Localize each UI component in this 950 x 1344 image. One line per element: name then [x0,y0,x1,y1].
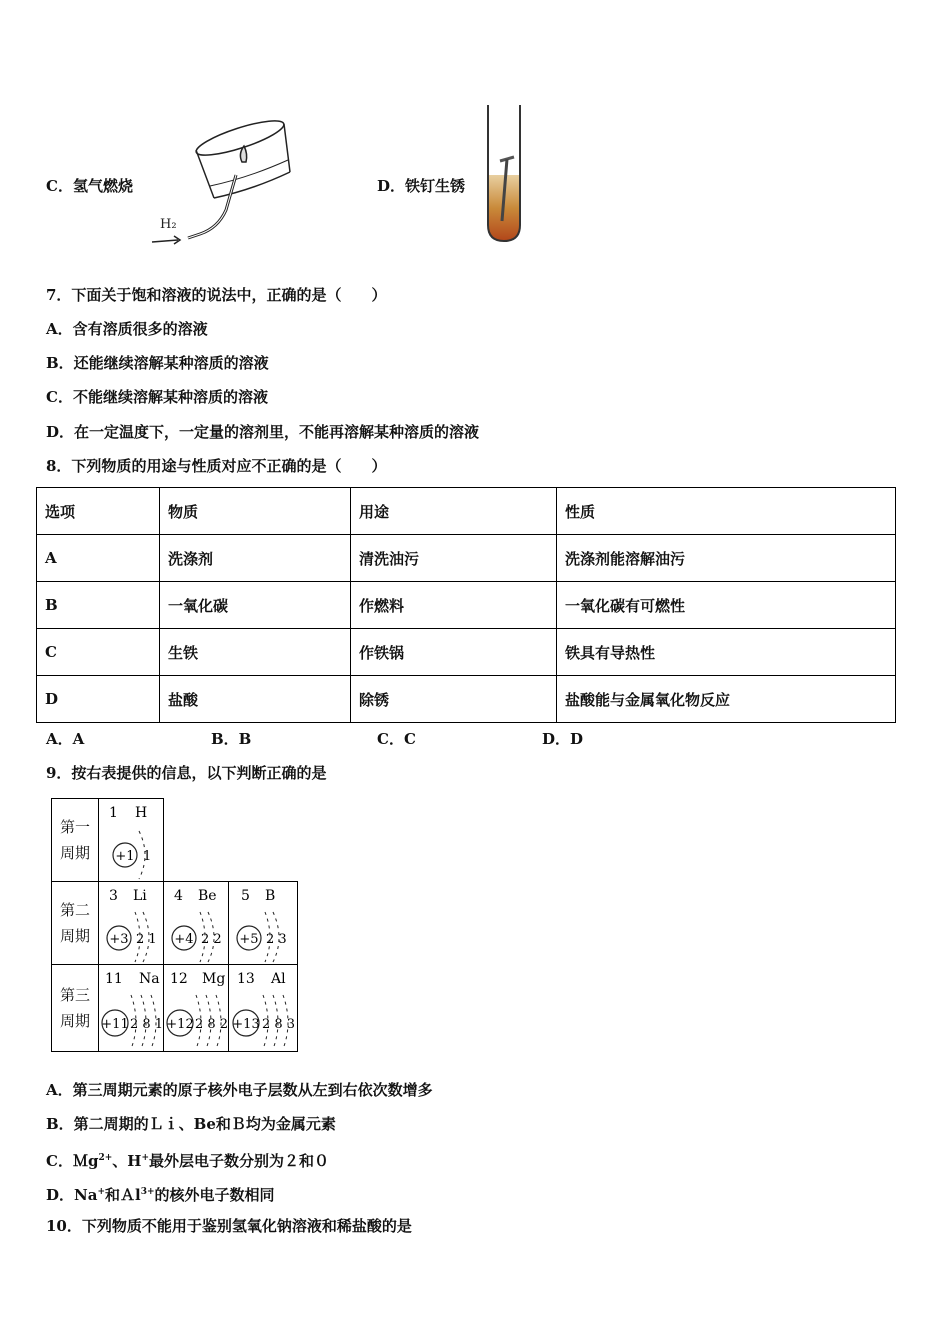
nucleus-charge: +12 [166,1017,194,1032]
table-cell: B [37,582,160,629]
period-label-line: 周期 [59,1012,90,1030]
element-cell-b [229,882,298,965]
element-cell-h [99,799,164,882]
element-symbol: Be [198,888,217,904]
shell-electrons: 2 8 1 [130,1017,163,1032]
atom-structure-diagram [229,965,297,1051]
element-symbol: H [135,805,148,821]
table-header-row [37,488,896,535]
shell-electrons: 2 8 2 [195,1017,228,1032]
q9-option-d [46,1182,275,1205]
q8-table [36,487,896,723]
table-row [37,582,896,629]
element-cell-al [229,965,298,1052]
superscript: 2+ [98,1153,113,1163]
shell-electrons: 2 8 3 [262,1017,296,1032]
table-row [37,629,896,676]
element-cell-li [99,882,164,965]
element-symbol: Li [133,888,147,904]
superscript: + [141,1153,149,1163]
q10-stem: 10．下列物质不能用于鉴别氢氧化钠溶液和稀盐酸的是 [46,1217,412,1235]
table-cell: 洗涤剂能溶解油污 [557,535,896,582]
table-cell: 一氧化碳 [160,582,351,629]
nucleus-charge: +5 [239,932,259,947]
element-symbol: B [265,888,276,904]
atom-structure-diagram [99,799,163,881]
atomic-number: 11 [105,971,123,987]
q7-option-d: D．在一定温度下，一定量的溶剂里，不能再溶解某种溶质的溶液 [46,423,480,441]
period-label-line: 第二 [59,901,90,919]
text-run: 和Ａl [105,1186,141,1204]
atomic-number: 5 [241,888,250,904]
shell-electrons: 2 1 [136,932,157,947]
nucleus-charge: +13 [232,1017,260,1032]
q8-choice-d: D．D [542,730,584,748]
iron-nail-test-tube-illustration [480,103,530,245]
h2-label: H₂ [160,217,177,232]
nucleus-charge: +1 [115,849,135,864]
element-cell-na [99,965,164,1052]
q9-stem: 9．按右表提供的信息，以下判断正确的是 [46,764,327,782]
period-label-line: 第一 [59,818,90,836]
period-label [52,882,99,965]
element-symbol: Na [139,971,160,987]
atom-structure-diagram [229,882,297,964]
atomic-number: 12 [170,971,188,987]
atomic-number: 3 [109,888,118,904]
q8-choice-a: A．A [46,730,85,748]
element-cell-be [164,882,229,965]
atom-structure-diagram [99,965,163,1051]
period-label-line: 周期 [59,844,90,862]
text-run: 最外层电子数分别为２和０ [148,1152,329,1170]
table-cell: 清洗油污 [351,535,557,582]
q9-option-a: A．第三周期元素的原子核外电子层数从左到右依次数增多 [46,1081,433,1099]
table-cell: 作燃料 [351,582,557,629]
atomic-number: 13 [237,971,255,987]
table-cell: 铁具有导热性 [557,629,896,676]
superscript: 3+ [140,1187,155,1197]
table-cell: 盐酸 [160,676,351,723]
shell-electrons: 2 2 [201,932,222,947]
element-symbol: Mg [202,971,226,987]
nucleus-charge: +11 [101,1017,129,1032]
table-cell: 盐酸能与金属氧化物反应 [557,676,896,723]
table-row [37,535,896,582]
atom-structure-diagram [164,882,228,964]
hydrogen-burning-apparatus-illustration [148,120,298,250]
q8-choice-c: C．C [377,730,416,748]
text-run: 、H [112,1152,142,1170]
q7-option-c: C．不能继续溶解某种溶质的溶液 [46,388,268,406]
period-label-line: 第三 [59,986,90,1004]
option-d-iron-nail-rusting: D．铁钉生锈 [377,177,466,195]
atomic-number: 4 [174,888,183,904]
atom-structure-diagram [99,882,163,964]
table-cell: C [37,629,160,676]
shell-electrons: 1 [143,849,152,864]
atomic-number: 1 [109,805,118,821]
superscript: + [97,1187,105,1197]
nucleus-charge: +3 [109,932,129,947]
periodic-table-excerpt [51,798,298,1052]
table-header-cell: 选项 [37,488,160,535]
q9-option-c [46,1148,329,1171]
q7-option-b: B．还能继续溶解某种溶质的溶液 [46,354,269,372]
nucleus-charge: +4 [174,932,194,947]
table-header-cell: 用途 [351,488,557,535]
shell-electrons: 2 3 [266,932,287,947]
table-cell: 一氧化碳有可燃性 [557,582,896,629]
text-run: 的核外电子数相同 [154,1186,275,1204]
table-cell: 作铁锅 [351,629,557,676]
table-cell: 生铁 [160,629,351,676]
atom-structure-diagram [164,965,228,1051]
text-run: C．Ｍg [46,1152,99,1170]
period-label-line: 周期 [59,927,90,945]
table-cell: 除锈 [351,676,557,723]
table-cell: 洗涤剂 [160,535,351,582]
element-symbol: Al [271,971,286,987]
element-cell-mg [164,965,229,1052]
table-header-cell: 性质 [557,488,896,535]
q8-stem: 8．下列物质的用途与性质对应不正确的是（ ） [46,457,387,475]
q9-option-b: B．第二周期的Ｌｉ、Be和Ｂ均为金属元素 [46,1115,336,1133]
table-cell: A [37,535,160,582]
q8-choice-b: B．B [211,730,252,748]
table-cell: D [37,676,160,723]
table-header-cell: 物质 [160,488,351,535]
table-row [37,676,896,723]
option-c-hydrogen-burning: C．氢气燃烧 [46,177,133,195]
q7-option-a: A．含有溶质很多的溶液 [46,320,208,338]
period-label [52,965,99,1052]
text-run: D．Na [46,1186,98,1204]
q7-stem: 7．下面关于饱和溶液的说法中，正确的是（ ） [46,286,387,304]
period-label [52,799,99,882]
